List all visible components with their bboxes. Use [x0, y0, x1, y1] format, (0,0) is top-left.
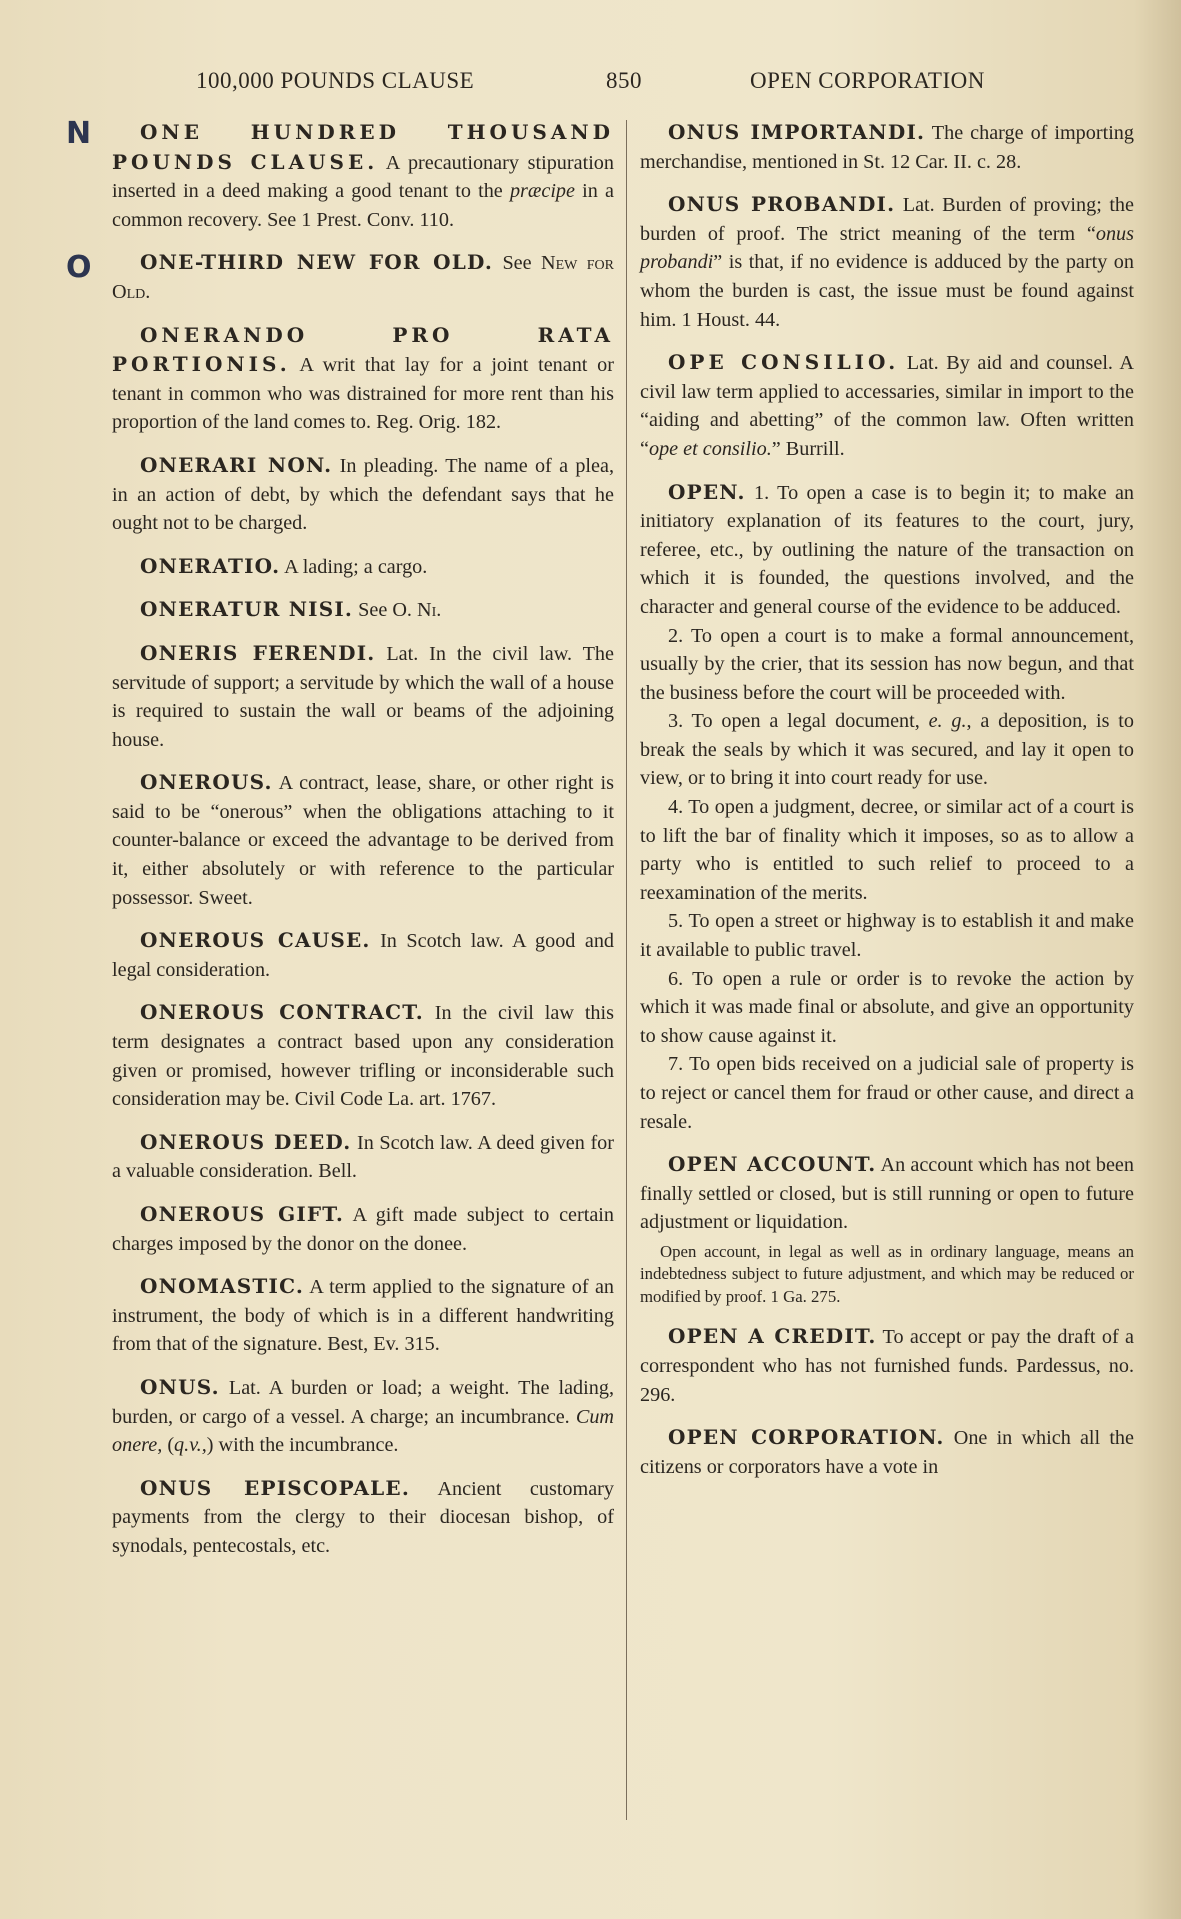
entry-ope-consilio: [640, 348, 1134, 463]
definition: In the civil law this term designates a contract based upon any consideration given or promised, however trifling or inconsiderable such consideration may be. Civil Code La. art. 1767.: [112, 1002, 614, 1111]
entry-open-sense-1: [640, 478, 1134, 622]
headword: ONOMASTIC.: [140, 1274, 304, 1299]
headword: ONE-THIRD NEW FOR OLD.: [140, 250, 494, 275]
definition: One in which all the citizens or corporators have a vote in: [640, 1427, 1134, 1478]
headword: ONUS.: [140, 1374, 220, 1399]
headword: ONERARI NON.: [140, 452, 333, 477]
headword: ONERATIO.: [140, 553, 281, 578]
entry-oneris-ferendi: [112, 639, 614, 754]
entry-onerous-gift: [112, 1200, 614, 1258]
definition: In Scotch law. A good and legal consideration.: [112, 930, 615, 981]
header-left-guide-word: 100,000 POUNDS CLAUSE: [196, 68, 475, 93]
definition: Ancient customary payments from the clergy to their diocesan bishop, of synodals, pentecostals, etc.: [112, 1477, 615, 1557]
right-column: [640, 118, 1134, 1495]
headword: ONUS IMPORTANDI.: [668, 120, 926, 144]
running-header: [0, 68, 1181, 98]
entry-onerous-contract: [112, 998, 614, 1113]
definition: A gift made subject to certain charges imposed by the donor on the donee.: [112, 1204, 614, 1255]
definition: See O.: [353, 599, 418, 622]
headword: ONERANDO PRO RATA PORTIONIS.: [112, 322, 614, 377]
headword: ONERIS FERENDI.: [140, 640, 376, 665]
entry-onerando-pro-rata-portionis: [112, 321, 614, 437]
entry-open-account-note: Open account, in legal as well as in ordinary language, means an indebtedness subject to future adjustment, and which may be reduced or modified by proof. 1 Ga. 275.: [640, 1241, 1134, 1306]
definition: .: [436, 599, 442, 622]
entry-open-a-credit: [640, 1322, 1134, 1409]
definition: See: [493, 252, 542, 275]
entry-oneratio: [112, 552, 614, 582]
definition: 1. To open a case is to begin it; to make an initiatory explanation of its features to the court, jury, referee, etc., by outlining the nature of the transaction on which it is founded, the questions involved, and the character and general course of the evidence to be adduced.: [640, 481, 1134, 618]
headword: OPE CONSILIO.: [668, 350, 900, 375]
entry-open-sense-2: 2. To open a court is to make a formal announcement, usually by the crier, that its session has now begun, and that the business before the court will be proceeded with.: [640, 624, 1134, 704]
page-number: 850: [606, 68, 642, 93]
entry-open-sense-5: 5. To open a street or highway is to establish it and make it available to public travel.: [640, 910, 1134, 962]
definition: Lat. A burden or load; a weight. The lading, burden, or cargo of a vessel. A charge; an incumbrance.: [112, 1376, 614, 1428]
definition-italic: præcipe: [509, 180, 575, 203]
entry-open-account: [640, 1150, 1134, 1237]
definition: To accept or pay the draft of a correspondent who has not furnished funds. Pardessus, no. 296.: [640, 1326, 1134, 1406]
definition-italic: e. g.: [928, 710, 967, 733]
definition: An account which has not been finally settled or closed, but is still running or open to future adjustment or liquidation.: [640, 1154, 1134, 1234]
entry-open-sense-4: 4. To open a judgment, decree, or similar act of a court is to lift the bar of finality which it imposes, so as to allow a party who is entitled to such relief to proceed to a reexamination of the merits.: [640, 796, 1134, 904]
definition: A precautionary stipuration inserted in a deed making a good tenant to the: [112, 151, 614, 203]
headword: ONUS EPISCOPALE.: [140, 1475, 411, 1500]
entry-onus-episcopale: [112, 1474, 614, 1561]
definition: .: [145, 280, 151, 303]
headword: ONE HUNDRED THOUSAND POUNDS CLAUSE.: [112, 120, 614, 174]
thumb-index-letter-n[interactable]: N: [66, 116, 92, 151]
definition: Lat. In the civil law. The servitude of support; a servitude by which the wall of a house is required to sustain the wall or beams of the adjoining house.: [112, 642, 614, 751]
entry-onus-importandi: [640, 118, 1134, 176]
headword: OPEN CORPORATION.: [668, 1425, 945, 1450]
definition: , a deposition, is to break the seals by which it was secured, and lay it open to view, or to bring it into court ready for use.: [640, 710, 1134, 790]
entry-open-sense-6: 6. To open a rule or order is to revoke the action by which it was made final or absolute, and give an opportunity to show cause against it.: [640, 967, 1134, 1047]
headword: ONEROUS.: [140, 770, 273, 795]
definition: A writ that lay for a joint tenant or tenant in common who was distrained for more rent than his proportion of the land comes to. Reg. Orig. 182.: [112, 354, 614, 434]
headword: ONEROUS GIFT.: [140, 1202, 344, 1226]
definition-italic: onus probandi: [640, 222, 1134, 274]
definition: In pleading. The name of a plea, in an action of debt, by which the defendant says that he ought not to be charged.: [112, 454, 615, 535]
entry-open-corporation: [640, 1423, 1134, 1481]
definition: 3. To open a legal document,: [668, 710, 929, 733]
entry-onerous: [112, 768, 614, 912]
definition: Lat. Burden of proving; the burden of proof. The strict meaning of the term “: [640, 194, 1134, 245]
entry-open-sense-7: 7. To open bids received on a judicial sale of property is to reject or cancel them for fraud or other cause, and direct a resale.: [640, 1053, 1134, 1133]
definition: A lading; a cargo.: [280, 555, 428, 578]
entry-onerari-non: [112, 451, 614, 538]
thumb-index-letter-o[interactable]: O: [66, 250, 92, 285]
header-right-guide-word: OPEN CORPORATION: [750, 68, 985, 93]
definition-italic: ope et consilio.: [648, 437, 772, 460]
definition: Lat. By aid and counsel. A civil law term applied to accessaries, similar in import to the “aiding and abetting” of the common law. Often written “: [640, 352, 1134, 460]
entry-onus-probandi: [640, 190, 1134, 334]
entry-onerous-deed: [112, 1128, 614, 1186]
definition: ” is that, if no evidence is adduced by the party on whom the burden is cast, the issue must be found against him. 1 Houst. 44.: [640, 251, 1134, 331]
headword: OPEN A CREDIT.: [668, 1324, 877, 1349]
entry-one-hundred-thousand-pounds-clause: [112, 118, 614, 234]
headword: ONUS PROBANDI.: [668, 192, 896, 217]
left-column: [112, 118, 614, 1575]
definition: A contract, lease, share, or other right is said to be “onerous” when the obligations attaching to it counter-balance or exceed the advantage to be derived from it, either absolutely or with reference to the particular possessor. Sweet.: [112, 772, 614, 909]
definition: ” Burrill.: [771, 437, 845, 460]
definition: A term applied to the signature of an instrument, the body of which is in a different handwriting from that of the signature. Best, Ev. 315.: [112, 1276, 614, 1356]
entry-onus: [112, 1373, 614, 1460]
entry-one-third-new-for-old: [112, 248, 614, 306]
headword: ONEROUS CONTRACT.: [140, 1000, 424, 1025]
headword: ONEROUS CAUSE.: [140, 928, 371, 953]
headword: OPEN.: [668, 479, 746, 504]
entry-onomastic: [112, 1272, 614, 1359]
definition-italic: Cum onere,: [112, 1405, 614, 1457]
entry-open-sense-3: [640, 707, 1134, 793]
definition-italic: q.v.,: [174, 1434, 207, 1457]
column-divider: [626, 120, 627, 1820]
definition: ) with the incumbrance.: [206, 1434, 399, 1457]
definition: in a common recovery. See 1 Prest. Conv. 110.: [112, 180, 614, 231]
definition: The charge of importing merchandise, mentioned in St. 12 Car. II. c. 28.: [640, 122, 1134, 173]
headword: OPEN ACCOUNT.: [668, 1152, 877, 1177]
entry-oneratur-nisi: [112, 595, 614, 625]
definition: (: [162, 1434, 175, 1457]
cross-reference: Ni: [417, 599, 437, 622]
headword: ONEROUS DEED.: [140, 1129, 352, 1154]
definition: In Scotch law. A deed given for a valuable consideration. Bell.: [112, 1131, 614, 1183]
entry-onerous-cause: [112, 926, 614, 984]
cross-reference: New for Old: [112, 252, 614, 303]
headword: ONERATUR NISI.: [140, 597, 354, 622]
